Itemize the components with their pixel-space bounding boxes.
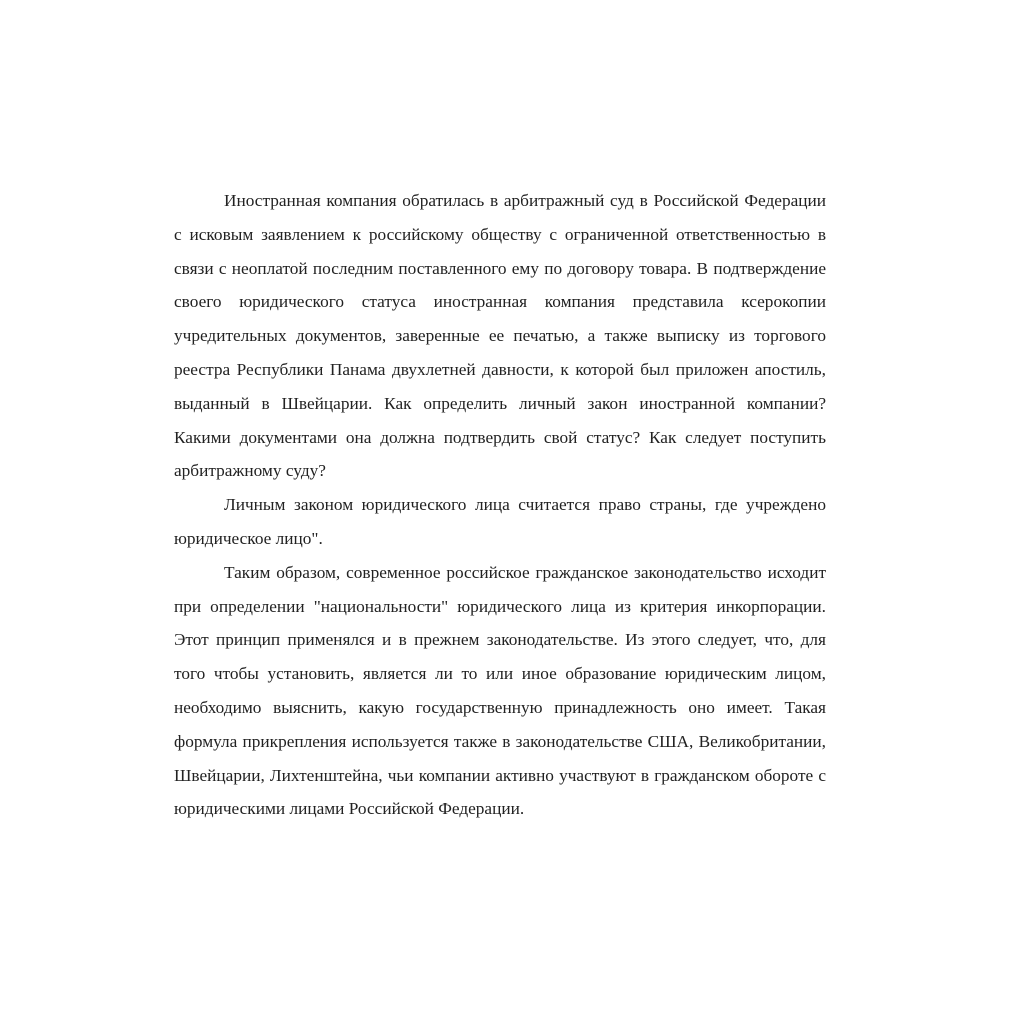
paragraph-case-description: Иностранная компания обратилась в арбитражный суд в Российской Федерации с исковым заявлением к российскому обществу с ограниченной ответственностью в связи с неоплатой последним поставленного ему по договору товара. В подтверждение своего юридического статуса иностранная компания представила ксерокопии учредительных документов, заверенные ее печатью, а также выписку из торгового реестра Республики Панама двухлетней давности, к которой был приложен апостиль, выданный в Швейцарии. Как определить личный закон иностранной компании? Какими документами она должна подтвердить свой статус? Как следует поступить арбитражному суду? xyxy=(174,191,826,481)
paragraph-personal-law-definition: Личным законом юридического лица считается право страны, где учреждено юридическое лицо". xyxy=(174,495,826,548)
document-text-block xyxy=(174,184,826,908)
paragraph-incorporation-criterion: Таким образом, современное российское гражданское законодательство исходит при определении "национальности" юридического лица из критерия инкорпорации. Этот принцип применялся и в прежнем законодательстве. Из этого следует, что, для того чтобы установить, является ли то или иное образование юридическим лицом, необходимо выяснить, какую государственную принадлежность оно имеет. Такая формула прикрепления используется также в законодательстве США, Великобритании, Швейцарии, Лихтенштейна, чьи компании активно участвуют в гражданском обороте с юридическими лицами Российской Федерации. xyxy=(174,562,826,819)
